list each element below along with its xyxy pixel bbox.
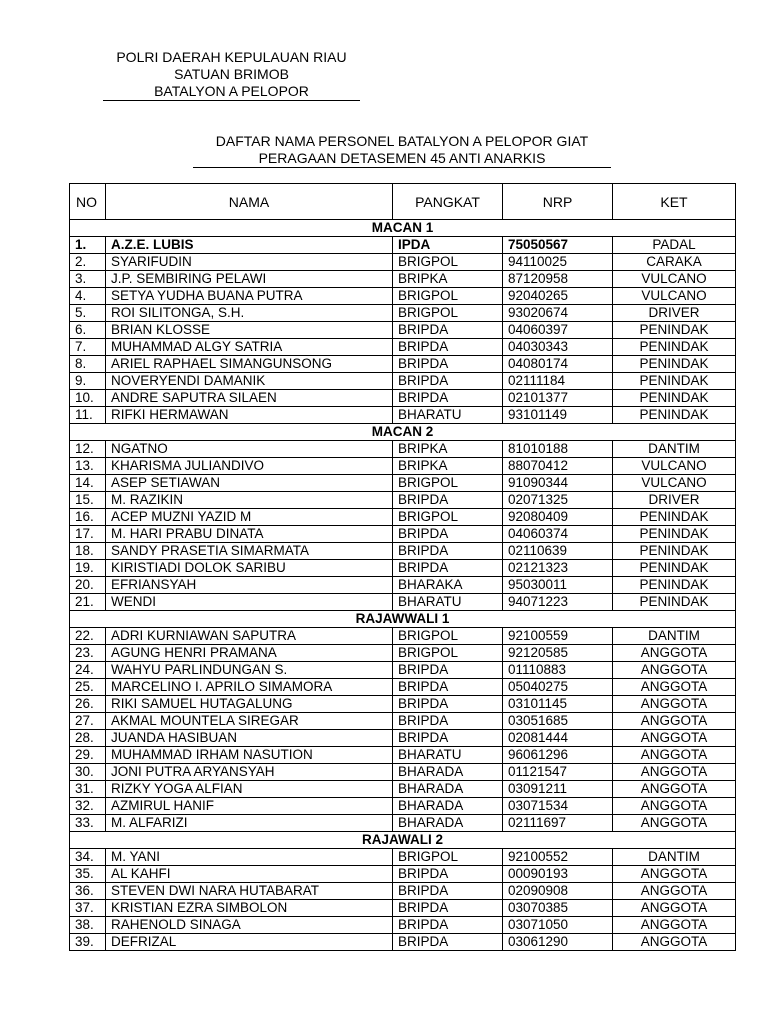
table-row: [70, 458, 736, 475]
cell-nama: BRIAN KLOSSE: [106, 322, 393, 339]
cell-nrp: 03061290: [503, 934, 613, 951]
cell-no: 27.: [70, 713, 106, 730]
cell-nrp: 75050567: [503, 237, 613, 254]
table-row: [70, 713, 736, 730]
cell-no: 11.: [70, 407, 106, 424]
table-row: [70, 645, 736, 662]
cell-ket: PENINDAK: [613, 339, 736, 356]
cell-pangkat: BRIPDA: [393, 662, 503, 679]
cell-nrp: 02110639: [503, 543, 613, 560]
cell-nrp: 02111697: [503, 815, 613, 832]
cell-pangkat: BHARADA: [393, 764, 503, 781]
cell-nrp: 01110883: [503, 662, 613, 679]
table-row: [70, 662, 736, 679]
table-row: [70, 747, 736, 764]
cell-nrp: 94071223: [503, 594, 613, 611]
cell-pangkat: BRIPDA: [393, 526, 503, 543]
cell-pangkat: BRIPDA: [393, 543, 503, 560]
document-title-line-2: PERAGAAN DETASEMEN 45 ANTI ANARKIS: [193, 150, 611, 168]
table-row: [70, 373, 736, 390]
cell-nama: M. YANI: [106, 849, 393, 866]
document-title: [188, 133, 616, 168]
table-row: [70, 543, 736, 560]
table-row: [70, 237, 736, 254]
cell-pangkat: BRIPDA: [393, 934, 503, 951]
letterhead-line-3: BATALYON A PELOPOR: [103, 83, 360, 101]
cell-no: 39.: [70, 934, 106, 951]
cell-nrp: 92100559: [503, 628, 613, 645]
cell-nrp: 92040265: [503, 288, 613, 305]
cell-ket: PENINDAK: [613, 390, 736, 407]
cell-nama: MUHAMMAD ALGY SATRIA: [106, 339, 393, 356]
cell-ket: ANGGOTA: [613, 679, 736, 696]
cell-pangkat: BRIPDA: [393, 322, 503, 339]
cell-nama: SETYA YUDHA BUANA PUTRA: [106, 288, 393, 305]
cell-nrp: 03070385: [503, 900, 613, 917]
cell-nama: JUANDA HASIBUAN: [106, 730, 393, 747]
group-header-row: [70, 611, 736, 628]
cell-pangkat: BRIPDA: [393, 373, 503, 390]
cell-ket: ANGGOTA: [613, 781, 736, 798]
cell-ket: ANGGOTA: [613, 764, 736, 781]
cell-ket: ANGGOTA: [613, 662, 736, 679]
cell-no: 8.: [70, 356, 106, 373]
column-header-ket: KET: [613, 184, 736, 220]
personnel-table: [69, 183, 736, 951]
cell-no: 32.: [70, 798, 106, 815]
cell-nrp: 02071325: [503, 492, 613, 509]
cell-no: 23.: [70, 645, 106, 662]
table-row: [70, 339, 736, 356]
cell-no: 13.: [70, 458, 106, 475]
table-row: [70, 781, 736, 798]
table-row: [70, 305, 736, 322]
cell-pangkat: BRIPDA: [393, 883, 503, 900]
table-row: [70, 866, 736, 883]
table-row: [70, 900, 736, 917]
cell-pangkat: BRIPDA: [393, 696, 503, 713]
cell-nrp: 04030343: [503, 339, 613, 356]
letterhead: [103, 49, 360, 101]
cell-no: 34.: [70, 849, 106, 866]
cell-pangkat: BRIPDA: [393, 713, 503, 730]
table-row: [70, 441, 736, 458]
cell-ket: PENINDAK: [613, 322, 736, 339]
cell-ket: ANGGOTA: [613, 934, 736, 951]
cell-ket: ANGGOTA: [613, 713, 736, 730]
cell-nrp: 87120958: [503, 271, 613, 288]
cell-ket: VULCANO: [613, 475, 736, 492]
cell-ket: PENINDAK: [613, 407, 736, 424]
cell-ket: PADAL: [613, 237, 736, 254]
cell-nrp: 03051685: [503, 713, 613, 730]
cell-no: 5.: [70, 305, 106, 322]
table-row: [70, 917, 736, 934]
cell-nama: RAHENOLD SINAGA: [106, 917, 393, 934]
cell-no: 6.: [70, 322, 106, 339]
table-row: [70, 883, 736, 900]
cell-no: 33.: [70, 815, 106, 832]
cell-ket: ANGGOTA: [613, 645, 736, 662]
cell-nrp: 92100552: [503, 849, 613, 866]
cell-pangkat: BRIPDA: [393, 866, 503, 883]
cell-nama: DEFRIZAL: [106, 934, 393, 951]
group-name: MACAN 1: [70, 220, 736, 237]
cell-ket: DANTIM: [613, 628, 736, 645]
table-row: [70, 730, 736, 747]
cell-nama: ASEP SETIAWAN: [106, 475, 393, 492]
cell-no: 18.: [70, 543, 106, 560]
cell-nrp: 91090344: [503, 475, 613, 492]
cell-nama: J.P. SEMBIRING PELAWI: [106, 271, 393, 288]
cell-nrp: 94110025: [503, 254, 613, 271]
cell-no: 9.: [70, 373, 106, 390]
cell-nama: STEVEN DWI NARA HUTABARAT: [106, 883, 393, 900]
table-row: [70, 798, 736, 815]
cell-pangkat: BHARADA: [393, 781, 503, 798]
cell-pangkat: BRIGPOL: [393, 849, 503, 866]
cell-nama: MUHAMMAD IRHAM NASUTION: [106, 747, 393, 764]
cell-pangkat: BHARATU: [393, 594, 503, 611]
cell-ket: PENINDAK: [613, 577, 736, 594]
cell-nama: A.Z.E. LUBIS: [106, 237, 393, 254]
cell-nrp: 00090193: [503, 866, 613, 883]
cell-nama: JONI PUTRA ARYANSYAH: [106, 764, 393, 781]
cell-nrp: 88070412: [503, 458, 613, 475]
cell-nrp: 02111184: [503, 373, 613, 390]
cell-ket: VULCANO: [613, 288, 736, 305]
cell-ket: ANGGOTA: [613, 815, 736, 832]
cell-pangkat: BRIGPOL: [393, 645, 503, 662]
cell-ket: PENINDAK: [613, 526, 736, 543]
cell-nama: WENDI: [106, 594, 393, 611]
cell-ket: PENINDAK: [613, 356, 736, 373]
table-row: [70, 696, 736, 713]
cell-nrp: 04060374: [503, 526, 613, 543]
cell-nrp: 03071050: [503, 917, 613, 934]
cell-no: 14.: [70, 475, 106, 492]
cell-ket: PENINDAK: [613, 594, 736, 611]
cell-nrp: 92080409: [503, 509, 613, 526]
cell-ket: DANTIM: [613, 441, 736, 458]
cell-pangkat: BRIPDA: [393, 730, 503, 747]
cell-pangkat: BRIPDA: [393, 492, 503, 509]
group-name: RAJAWWALI 1: [70, 611, 736, 628]
cell-nrp: 03091211: [503, 781, 613, 798]
cell-pangkat: BRIPDA: [393, 900, 503, 917]
cell-ket: VULCANO: [613, 271, 736, 288]
column-header-no: NO: [70, 184, 106, 220]
cell-ket: ANGGOTA: [613, 900, 736, 917]
table-row: [70, 509, 736, 526]
cell-no: 28.: [70, 730, 106, 747]
cell-ket: PENINDAK: [613, 560, 736, 577]
cell-nama: ACEP MUZNI YAZID M: [106, 509, 393, 526]
table-header-row: [70, 184, 736, 220]
cell-no: 12.: [70, 441, 106, 458]
cell-nrp: 03071534: [503, 798, 613, 815]
table-row: [70, 526, 736, 543]
group-header-row: [70, 424, 736, 441]
cell-pangkat: BRIGPOL: [393, 305, 503, 322]
cell-no: 7.: [70, 339, 106, 356]
group-name: MACAN 2: [70, 424, 736, 441]
cell-no: 31.: [70, 781, 106, 798]
cell-nama: SYARIFUDIN: [106, 254, 393, 271]
letterhead-line-2: SATUAN BRIMOB: [174, 66, 289, 82]
cell-no: 25.: [70, 679, 106, 696]
cell-nama: M. HARI PRABU DINATA: [106, 526, 393, 543]
table-row: [70, 407, 736, 424]
cell-nama: AL KAHFI: [106, 866, 393, 883]
cell-pangkat: BRIPKA: [393, 271, 503, 288]
cell-no: 16.: [70, 509, 106, 526]
cell-nama: EFRIANSYAH: [106, 577, 393, 594]
cell-pangkat: BRIGPOL: [393, 254, 503, 271]
cell-no: 35.: [70, 866, 106, 883]
cell-nrp: 05040275: [503, 679, 613, 696]
table-row: [70, 356, 736, 373]
table-row: [70, 288, 736, 305]
cell-nama: AZMIRUL HANIF: [106, 798, 393, 815]
group-header-row: [70, 220, 736, 237]
cell-nrp: 93101149: [503, 407, 613, 424]
cell-nrp: 04060397: [503, 322, 613, 339]
cell-nrp: 93020674: [503, 305, 613, 322]
cell-pangkat: BHARAKA: [393, 577, 503, 594]
cell-ket: DRIVER: [613, 305, 736, 322]
cell-no: 19.: [70, 560, 106, 577]
cell-ket: PENINDAK: [613, 373, 736, 390]
cell-no: 21.: [70, 594, 106, 611]
cell-no: 30.: [70, 764, 106, 781]
cell-nama: RIKI SAMUEL HUTAGALUNG: [106, 696, 393, 713]
cell-pangkat: BRIPDA: [393, 679, 503, 696]
cell-no: 3.: [70, 271, 106, 288]
cell-ket: ANGGOTA: [613, 696, 736, 713]
cell-pangkat: BRIGPOL: [393, 288, 503, 305]
cell-no: 2.: [70, 254, 106, 271]
cell-nrp: 02090908: [503, 883, 613, 900]
table-row: [70, 594, 736, 611]
cell-pangkat: BRIPKA: [393, 458, 503, 475]
table-row: [70, 475, 736, 492]
cell-nrp: 03101145: [503, 696, 613, 713]
cell-nama: ADRI KURNIAWAN SAPUTRA: [106, 628, 393, 645]
cell-nama: M. ALFARIZI: [106, 815, 393, 832]
cell-pangkat: BRIPDA: [393, 356, 503, 373]
cell-ket: DRIVER: [613, 492, 736, 509]
cell-pangkat: BHARATU: [393, 407, 503, 424]
cell-nama: ROI SILITONGA, S.H.: [106, 305, 393, 322]
cell-ket: ANGGOTA: [613, 747, 736, 764]
cell-ket: DANTIM: [613, 849, 736, 866]
cell-pangkat: BRIPDA: [393, 390, 503, 407]
cell-ket: VULCANO: [613, 458, 736, 475]
cell-no: 10.: [70, 390, 106, 407]
cell-nrp: 02101377: [503, 390, 613, 407]
cell-no: 37.: [70, 900, 106, 917]
cell-nrp: 92120585: [503, 645, 613, 662]
cell-nama: M. RAZIKIN: [106, 492, 393, 509]
table-row: [70, 390, 736, 407]
cell-pangkat: BRIPDA: [393, 339, 503, 356]
column-header-nama: NAMA: [106, 184, 393, 220]
cell-nrp: 02121323: [503, 560, 613, 577]
cell-pangkat: BRIGPOL: [393, 509, 503, 526]
cell-nama: RIZKY YOGA ALFIAN: [106, 781, 393, 798]
cell-no: 15.: [70, 492, 106, 509]
column-header-nrp: NRP: [503, 184, 613, 220]
group-name: RAJAWALI 2: [70, 832, 736, 849]
cell-nrp: 81010188: [503, 441, 613, 458]
cell-ket: ANGGOTA: [613, 730, 736, 747]
cell-nama: WAHYU PARLINDUNGAN S.: [106, 662, 393, 679]
cell-nrp: 02081444: [503, 730, 613, 747]
letterhead-line-1: POLRI DAERAH KEPULAUAN RIAU: [116, 49, 347, 65]
table-row: [70, 764, 736, 781]
cell-pangkat: BRIPDA: [393, 917, 503, 934]
cell-no: 17.: [70, 526, 106, 543]
cell-pangkat: BRIGPOL: [393, 475, 503, 492]
cell-nama: NGATNO: [106, 441, 393, 458]
group-header-row: [70, 832, 736, 849]
cell-no: 22.: [70, 628, 106, 645]
cell-nama: AGUNG HENRI PRAMANA: [106, 645, 393, 662]
cell-nama: SANDY PRASETIA SIMARMATA: [106, 543, 393, 560]
table-row: [70, 849, 736, 866]
cell-ket: ANGGOTA: [613, 917, 736, 934]
cell-nama: AKMAL MOUNTELA SIREGAR: [106, 713, 393, 730]
cell-nama: KRISTIAN EZRA SIMBOLON: [106, 900, 393, 917]
cell-pangkat: IPDA: [393, 237, 503, 254]
table-row: [70, 679, 736, 696]
table-row: [70, 254, 736, 271]
cell-pangkat: BHARATU: [393, 747, 503, 764]
cell-pangkat: BRIPKA: [393, 441, 503, 458]
cell-no: 29.: [70, 747, 106, 764]
table-row: [70, 815, 736, 832]
column-header-pangkat: PANGKAT: [393, 184, 503, 220]
cell-nama: NOVERYENDI DAMANIK: [106, 373, 393, 390]
cell-pangkat: BHARADA: [393, 798, 503, 815]
cell-no: 20.: [70, 577, 106, 594]
cell-ket: PENINDAK: [613, 509, 736, 526]
table-row: [70, 271, 736, 288]
table-row: [70, 322, 736, 339]
table-row: [70, 560, 736, 577]
cell-ket: PENINDAK: [613, 543, 736, 560]
table-row: [70, 492, 736, 509]
cell-nrp: 96061296: [503, 747, 613, 764]
cell-nama: ANDRE SAPUTRA SILAEN: [106, 390, 393, 407]
table-row: [70, 577, 736, 594]
table-body: [70, 220, 736, 951]
table-row: [70, 934, 736, 951]
cell-nama: KHARISMA JULIANDIVO: [106, 458, 393, 475]
cell-pangkat: BHARADA: [393, 815, 503, 832]
cell-ket: ANGGOTA: [613, 883, 736, 900]
cell-pangkat: BRIGPOL: [393, 628, 503, 645]
cell-nama: RIFKI HERMAWAN: [106, 407, 393, 424]
cell-no: 24.: [70, 662, 106, 679]
cell-ket: ANGGOTA: [613, 798, 736, 815]
cell-nama: ARIEL RAPHAEL SIMANGUNSONG: [106, 356, 393, 373]
cell-nama: MARCELINO I. APRILO SIMAMORA: [106, 679, 393, 696]
cell-no: 1.: [70, 237, 106, 254]
table-row: [70, 628, 736, 645]
cell-no: 4.: [70, 288, 106, 305]
cell-ket: ANGGOTA: [613, 866, 736, 883]
cell-nrp: 01121547: [503, 764, 613, 781]
cell-nama: KIRISTIADI DOLOK SARIBU: [106, 560, 393, 577]
cell-no: 36.: [70, 883, 106, 900]
cell-nrp: 04080174: [503, 356, 613, 373]
cell-no: 26.: [70, 696, 106, 713]
cell-nrp: 95030011: [503, 577, 613, 594]
cell-pangkat: BRIPDA: [393, 560, 503, 577]
cell-ket: CARAKA: [613, 254, 736, 271]
cell-no: 38.: [70, 917, 106, 934]
document-title-line-1: DAFTAR NAMA PERSONEL BATALYON A PELOPOR GIAT: [215, 133, 589, 149]
